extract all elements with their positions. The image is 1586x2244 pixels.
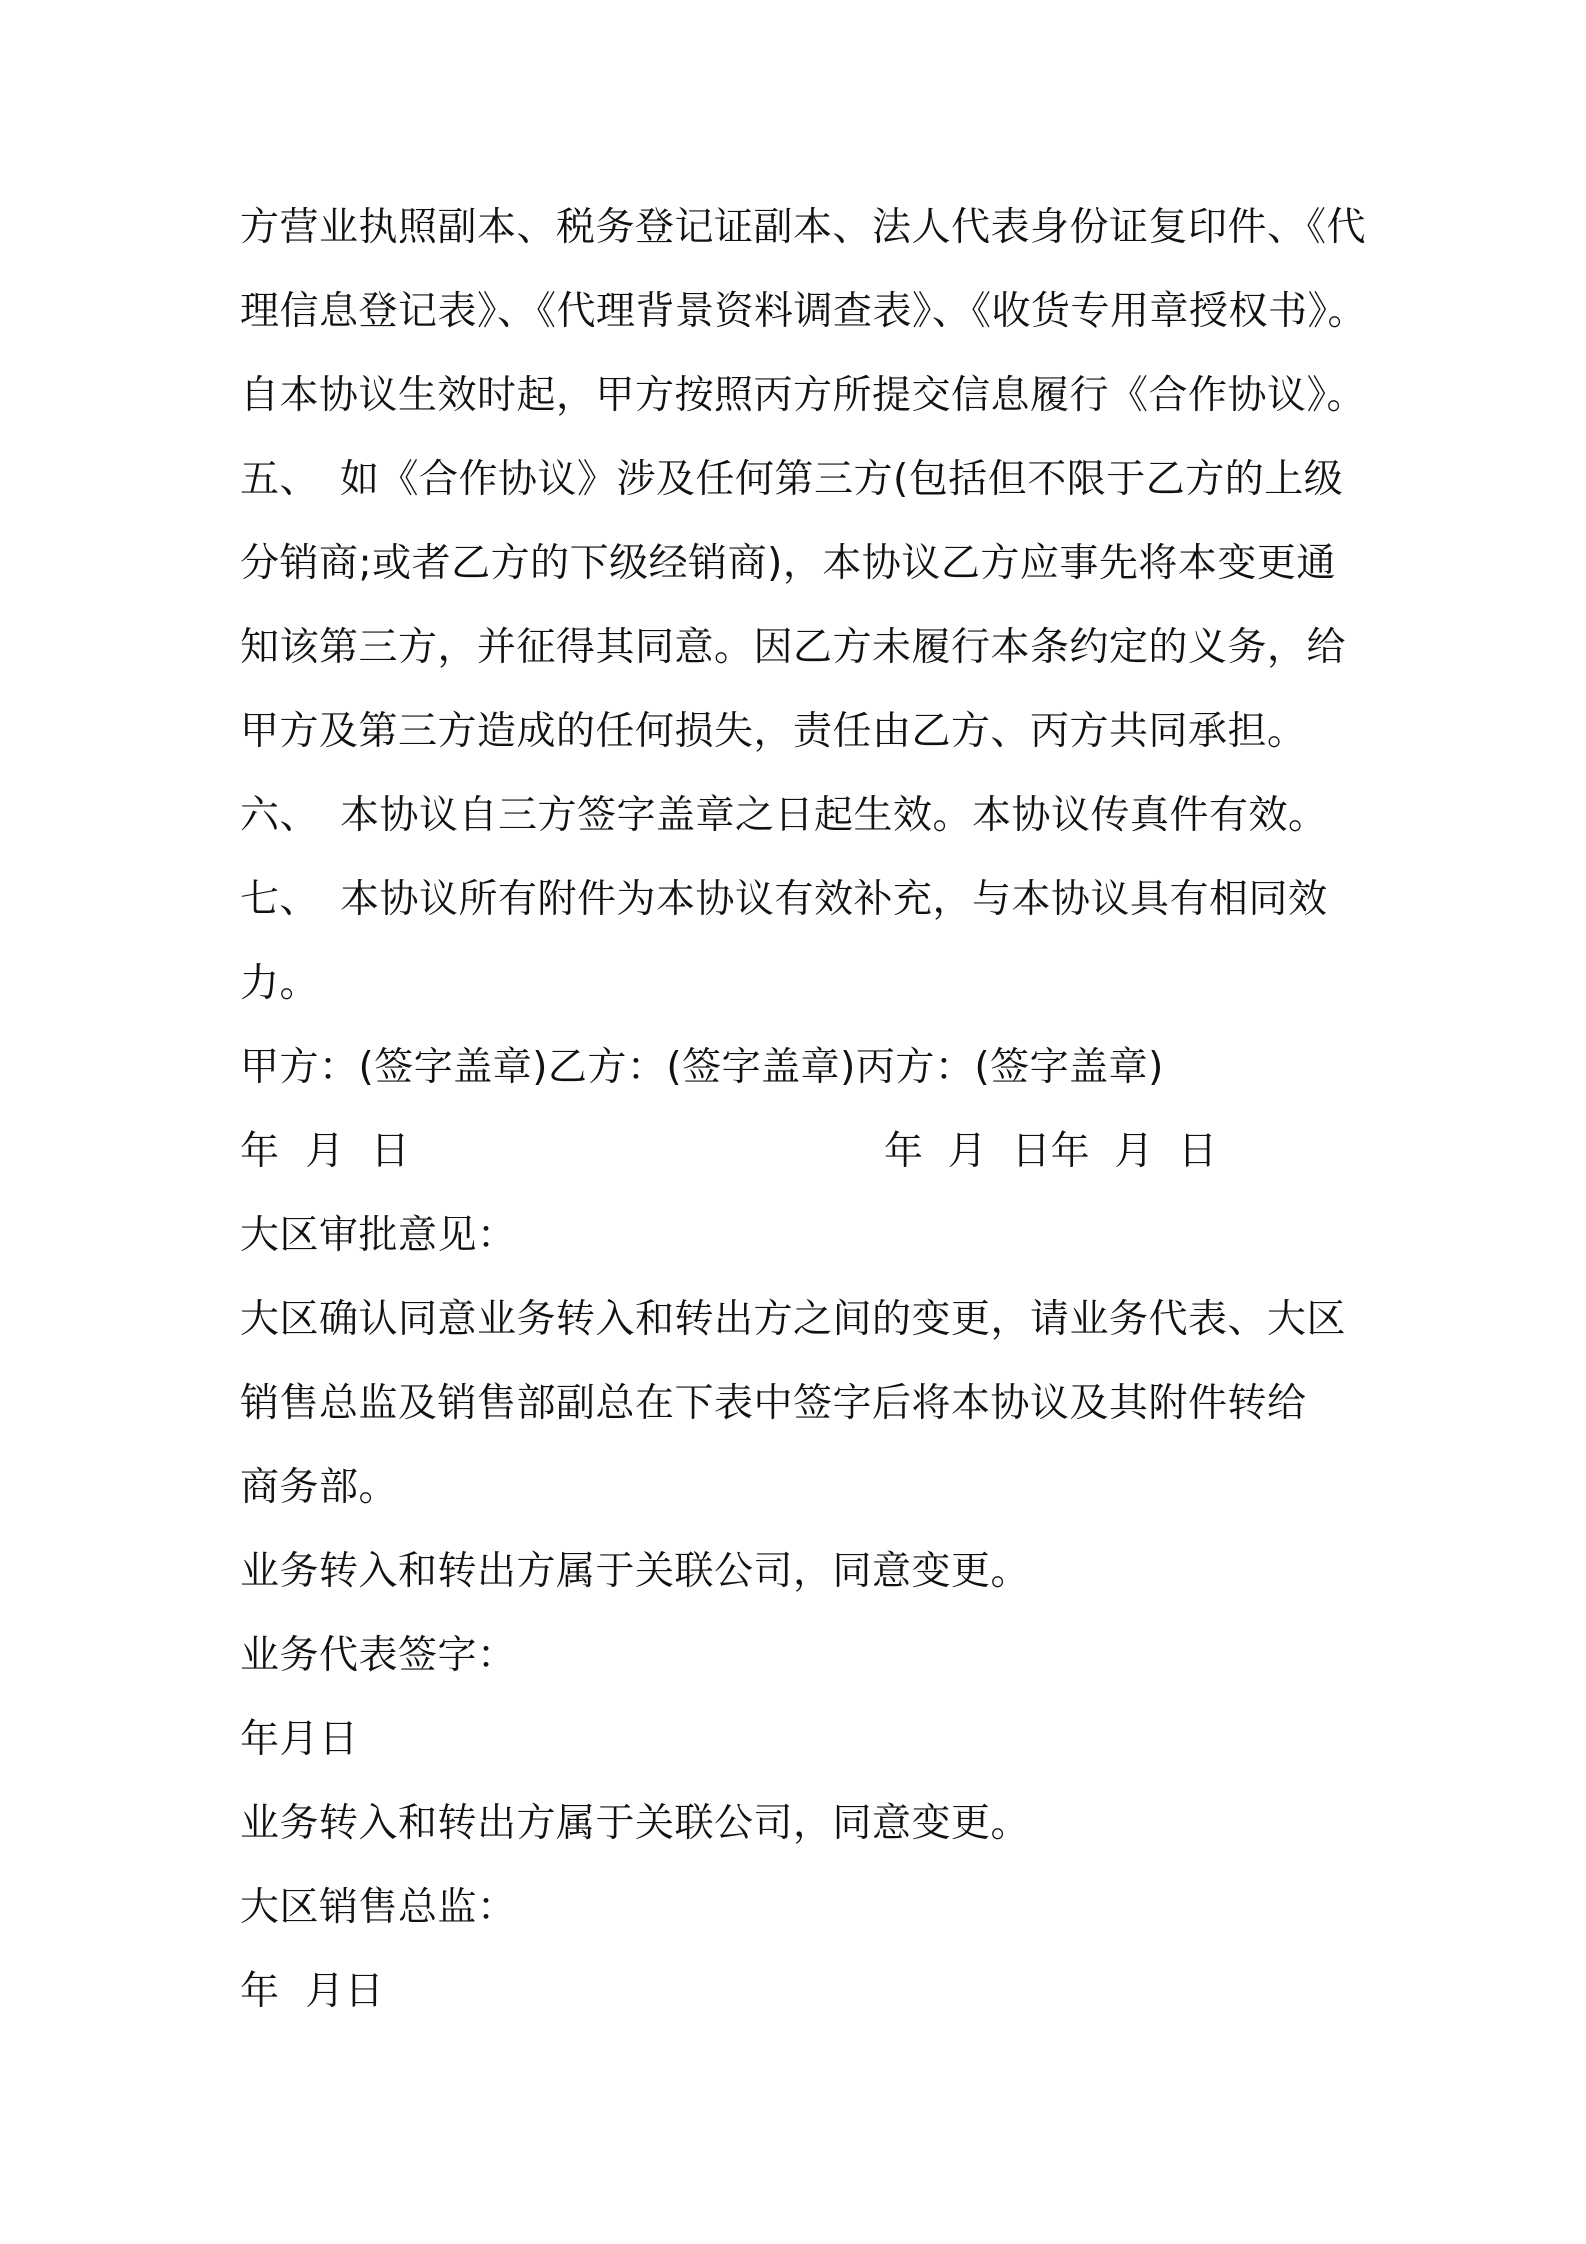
- approval-line-3: 商务部。: [240, 1465, 399, 1510]
- clause-7-text-1: 本协议所有附件为本协议有效补充，与本协议具有相同效: [340, 877, 1328, 922]
- approval-title: 大区审批意见：: [240, 1213, 517, 1258]
- approval-line-1: 大区确认同意业务转入和转出方之间的变更，请业务代表、大区: [240, 1297, 1347, 1342]
- clause-7-line-1: [240, 876, 1328, 924]
- director-label: 大区销售总监：: [240, 1885, 517, 1930]
- date-right: 年 月 日年 月 日: [884, 1129, 1218, 1174]
- clause-5-line-2: 分销商;或者乙方的下级经销商)，本协议乙方应事先将本变更通: [240, 541, 1336, 586]
- date-left: 年 月 日: [240, 1129, 411, 1174]
- body-line-2: 理信息登记表》、《代理背景资料调查表》、《收货专用章授权书》。: [240, 289, 1368, 334]
- body-line-1: 方营业执照副本、税务登记证副本、法人代表身份证复印件、《代: [240, 205, 1367, 250]
- clause-5-number: 五、: [240, 457, 320, 502]
- clause-5-line-4: 甲方及第三方造成的任何损失，责任由乙方、丙方共同承担。: [240, 709, 1307, 754]
- clause-6-number: 六、: [240, 793, 320, 838]
- related-company-note-2: 业务转入和转出方属于关联公司，同意变更。: [240, 1801, 1031, 1846]
- clause-5-text-1: 如《合作协议》涉及任何第三方(包括但不限于乙方的上级: [340, 457, 1344, 502]
- approval-line-2: 销售总监及销售部副总在下表中签字后将本协议及其附件转给: [240, 1381, 1307, 1426]
- clause-5-line-3: 知该第三方，并征得其同意。因乙方未履行本条约定的义务，给: [240, 625, 1347, 670]
- body-line-3: 自本协议生效时起，甲方按照丙方所提交信息履行《合作协议》。: [240, 373, 1367, 418]
- clause-6: [240, 792, 1328, 840]
- clause-5-line-1: [240, 456, 1343, 504]
- related-company-note-1: 业务转入和转出方属于关联公司，同意变更。: [240, 1549, 1031, 1594]
- clause-7-line-2: 力。: [240, 961, 320, 1006]
- signature-line: 甲方：(签字盖章)乙方：(签字盖章)丙方：(签字盖章): [240, 1045, 1164, 1090]
- clause-6-text: 本协议自三方签字盖章之日起生效。本协议传真件有效。: [340, 793, 1328, 838]
- rep-signature-label: 业务代表签字：: [240, 1633, 517, 1678]
- clause-7-number: 七、: [240, 877, 320, 922]
- date-line-2: 年 月日: [240, 1969, 385, 2014]
- date-line-1: 年月日: [240, 1717, 359, 1762]
